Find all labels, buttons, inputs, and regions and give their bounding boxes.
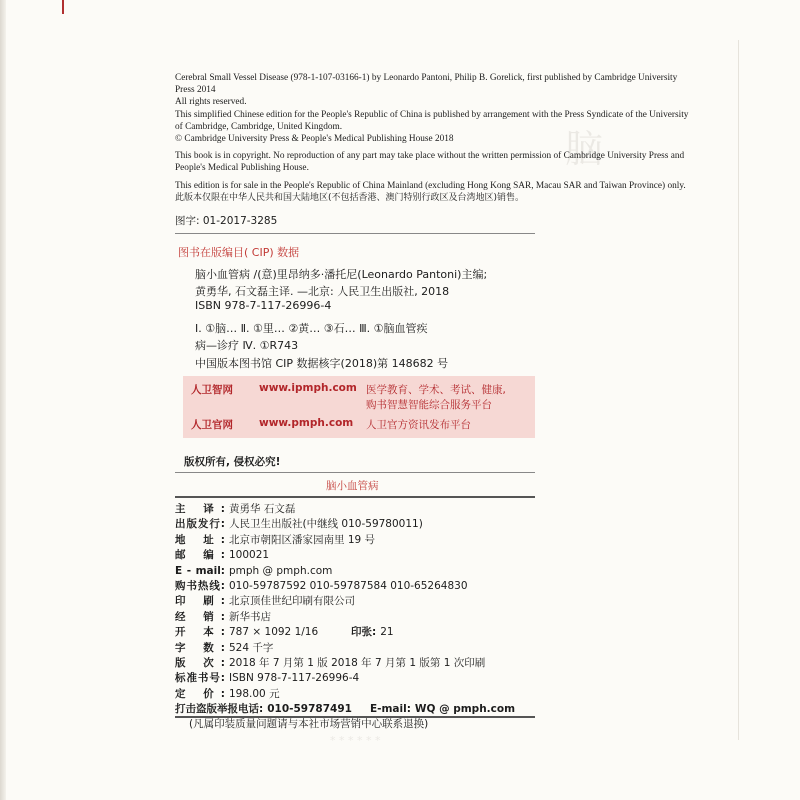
page-edge [0,0,6,800]
info-label: 标准书号: [175,672,225,685]
info-label: 版 次: [175,656,225,669]
info-label: 定 价: [175,687,225,700]
info-row [175,502,515,517]
divider [175,496,535,498]
copyright-line-arrangement: This simplified Chinese edition for the People's Republic of China is published by arrangement with the Press Syndicate of the University of Cambridge, Cambridge, United Kingdom. [175,109,689,132]
info-row [175,564,515,579]
info-label: 购书热线: [175,579,225,592]
book-title: 脑小血管病 [326,480,379,492]
info-value: 人民卫生出版社(中继线 010-59780011) [229,518,423,531]
promo-site-name: 人卫官网 [191,419,233,431]
piracy-phone: 010-59787491 [267,703,352,716]
top-crop-mark [62,0,64,14]
piracy-label: 打击盗版举报电话: [175,703,264,716]
info-label: E - mail: [175,564,225,577]
info-label: 主 译: [175,503,225,515]
page-fold-line [738,40,739,740]
promo-site-name: 人卫智网 [191,384,233,396]
info-value: 010-59787592 010-59787584 010-65264830 [229,579,468,592]
promo-banner [183,376,535,438]
info-row [175,625,515,640]
copyright-block [175,72,697,204]
info-value: 524 千字 [229,641,274,654]
info-label: 开 本: [175,626,225,639]
promo-url-link[interactable]: www.ipmph.com [259,382,357,394]
publication-info [175,502,515,733]
info-row [175,610,515,625]
cip-line: ISBN 978-7-117-26996-4 [195,299,332,312]
cip-line: 中国版本图书馆 CIP 数据核字(2018)第 148682 号 [195,357,449,370]
info-value: 新华书店 [229,610,271,623]
info-value: 787 × 1092 1/16 [229,626,319,639]
info-label: 印 刷: [175,595,225,608]
info-value: ISBN 978-7-117-26996-4 [229,672,360,685]
copyright-line-permission: This book is in copyright. No reproduction of any part may take place without the written permission of Cambridge University Press and People's Medical Publishing House. [175,151,685,174]
info-row [175,579,515,594]
info-label: 经 销: [175,610,225,623]
info-value: 北京市朝阳区潘家园南里 19 号 [229,533,376,546]
promo-url-link[interactable]: www.pmph.com [259,417,354,429]
info-value: 100021 [229,549,270,562]
promo-description: 购书智慧智能综合服务平台 [366,399,492,411]
info-row [175,548,515,563]
info-value: 198.00 元 [229,687,280,700]
copyright-line-territory-cn: 此版本仅限在中华人民共和国大陆地区(不包括香港、澳门特别行政区及台湾地区)销售。 [175,192,525,203]
bleed-through-text: * * * * * * [330,734,381,747]
promo-description: 医学教育、学术、考试、健康, [366,384,506,396]
info-label: 印张: [351,626,377,639]
bleed-through-glyph: 脑 [565,127,604,171]
info-row [175,671,515,686]
info-row [175,656,515,671]
divider [175,472,535,473]
copyright-line-original: Cerebral Small Vessel Disease (978-1-107-03166-1) by Leonardo Pantoni, Philip B. Gorelick, first published by Cambridge University Press 2014 [175,73,678,96]
info-row [175,641,515,656]
info-row [175,687,515,702]
rights-notice: 版权所有, 侵权必究! [184,456,281,468]
info-label: 出版发行: [175,518,225,531]
cip-line: 黄勇华, 石文磊主译. —北京: 人民卫生出版社, 2018 [195,285,450,298]
piracy-email[interactable]: WQ @ pmph.com [414,703,516,716]
cip-line: 脑小血管病 /(意)里昂纳多·潘托尼(Leonardo Pantoni)主编; [195,268,488,281]
piracy-email-label: E-mail: [369,703,411,716]
divider [175,233,535,234]
cip-title: 图书在版编目( CIP) 数据 [178,246,300,259]
info-label: 地 址: [175,533,225,546]
info-row [175,594,515,609]
copyright-line-rights: All rights reserved. [175,97,247,108]
copyright-line-territory: This edition is for sale in the People's Republic of China Mainland (excluding Hong Kong SAR, Macau SAR and Taiwan Province) only. [175,180,686,191]
copyright-registration-number: 图字: 01-2017-3285 [175,215,278,227]
copyright-line-holder: © Cambridge University Press & People's Medical Publishing House 2018 [175,134,454,145]
info-value: 黄勇华 石文磊 [229,503,296,515]
info-value: 21 [380,626,394,639]
return-note: (凡属印装质量问题请与本社市场营销中心联系退换) [189,718,429,731]
info-row [175,533,515,548]
info-label: 邮 编: [175,549,225,562]
divider [175,716,535,718]
info-label: 字 数: [175,641,225,654]
email-value[interactable]: pmph @ pmph.com [229,564,333,577]
promo-description: 人卫官方资讯发布平台 [366,419,471,431]
cip-line: Ⅰ. ①脑… Ⅱ. ①里… ②黄… ③石… Ⅲ. ①脑血管疾 [195,322,428,335]
info-value: 北京顶佳世纪印刷有限公司 [229,595,355,608]
info-value: 2018 年 7 月第 1 版 2018 年 7 月第 1 版第 1 次印刷 [229,656,486,669]
info-row [175,517,515,532]
cip-line: 病—诊疗 Ⅳ. ①R743 [195,339,299,352]
